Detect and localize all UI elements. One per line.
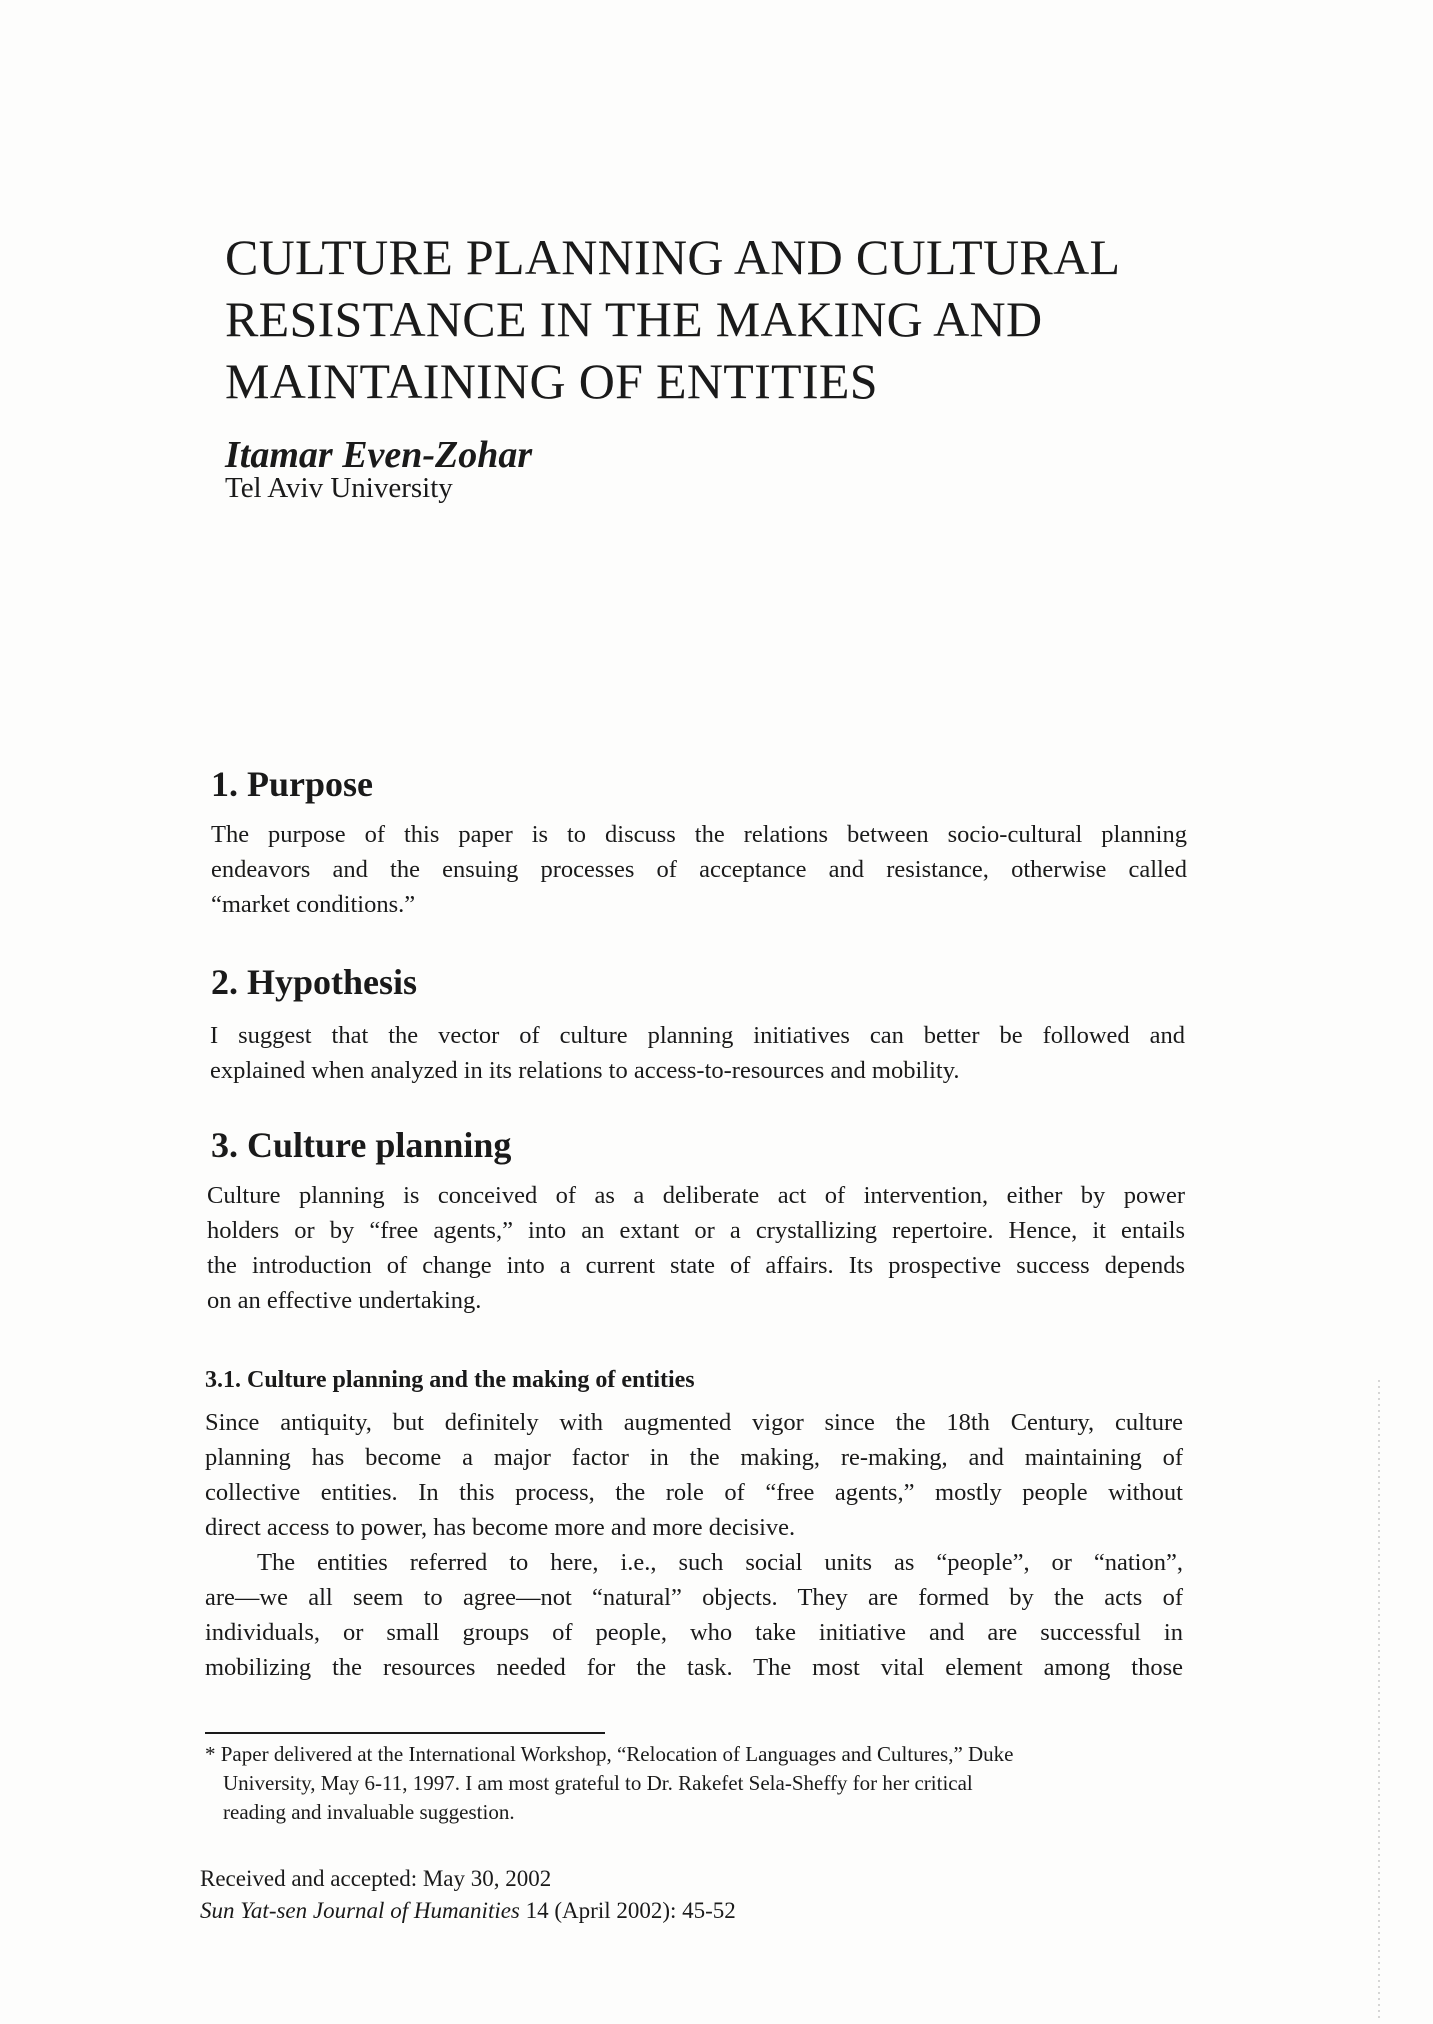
text-line: on an effective undertaking. xyxy=(207,1287,482,1314)
culture-planning-paragraph xyxy=(207,1178,1185,1318)
footnote xyxy=(205,1740,1185,1827)
text-line: endeavors and the ensuing processes of acceptance and resistance, otherwise called xyxy=(211,856,1187,883)
footnote-rule xyxy=(205,1732,605,1734)
hypothesis-paragraph xyxy=(210,1018,1185,1088)
title-line: MAINTAINING OF ENTITIES xyxy=(225,353,878,409)
paper-title xyxy=(225,226,1225,412)
title-line: CULTURE PLANNING AND CULTURAL xyxy=(225,229,1121,285)
text-line: mobilizing the resources needed for the task. The most vital element among those xyxy=(205,1654,1183,1681)
footnote-line: University, May 6-11, 1997. I am most grateful to Dr. Rakefet Sela-Sheffy for her critical xyxy=(223,1771,973,1795)
text-line: Culture planning is conceived of as a deliberate act of intervention, either by power xyxy=(207,1182,1185,1209)
section-heading-hypothesis: 2. Hypothesis xyxy=(211,962,418,1002)
title-line: RESISTANCE IN THE MAKING AND xyxy=(225,291,1043,347)
text-line: I suggest that the vector of culture planning initiatives can better be followed and xyxy=(210,1022,1185,1049)
subsection-paragraph-1 xyxy=(205,1405,1183,1545)
text-line: are—we all seem to agree—not “natural” objects. They are formed by the acts of xyxy=(205,1584,1183,1611)
text-line: “market conditions.” xyxy=(211,891,416,918)
subsection-heading: 3.1. Culture planning and the making of entities xyxy=(205,1367,695,1393)
text-line: planning has become a major factor in the making, re-making, and maintaining of xyxy=(205,1444,1183,1471)
section-heading-culture-planning: 3. Culture planning xyxy=(211,1125,512,1165)
scan-margin-artifact xyxy=(1378,1380,1380,2020)
citation-details: 14 (April 2002): 45-52 xyxy=(519,1898,736,1923)
text-line: the introduction of change into a current state of affairs. Its prospective success depends xyxy=(207,1252,1185,1279)
author-name: Itamar Even-Zohar xyxy=(225,434,533,476)
author-affiliation: Tel Aviv University xyxy=(225,472,453,504)
text-line: individuals, or small groups of people, who take initiative and are successful in xyxy=(205,1619,1183,1646)
section-heading-purpose: 1. Purpose xyxy=(211,764,373,804)
text-line: The entities referred to here, i.e., such social units as “people”, or “nation”, xyxy=(257,1549,1183,1576)
text-line: direct access to power, has become more and more decisive. xyxy=(205,1514,796,1541)
received-date: Received and accepted: May 30, 2002 xyxy=(200,1866,552,1891)
journal-citation xyxy=(200,1895,736,1926)
subsection-paragraph-2 xyxy=(205,1545,1183,1685)
text-line: holders or by “free agents,” into an extant or a crystallizing repertoire. Hence, it entails xyxy=(207,1217,1185,1244)
text-line: collective entities. In this process, the role of “free agents,” mostly people without xyxy=(205,1479,1183,1506)
journal-name: Sun Yat-sen Journal of Humanities xyxy=(200,1898,520,1923)
text-line: explained when analyzed in its relations to access-to-resources and mobility. xyxy=(210,1057,960,1084)
footnote-line: * Paper delivered at the International Workshop, “Relocation of Languages and Cultures,” Duke xyxy=(205,1742,1014,1766)
purpose-paragraph xyxy=(211,817,1187,922)
footnote-line: reading and invaluable suggestion. xyxy=(223,1800,515,1824)
text-line: The purpose of this paper is to discuss the relations between socio-cultural planning xyxy=(211,821,1187,848)
text-line: Since antiquity, but definitely with augmented vigor since the 18th Century, culture xyxy=(205,1409,1183,1436)
